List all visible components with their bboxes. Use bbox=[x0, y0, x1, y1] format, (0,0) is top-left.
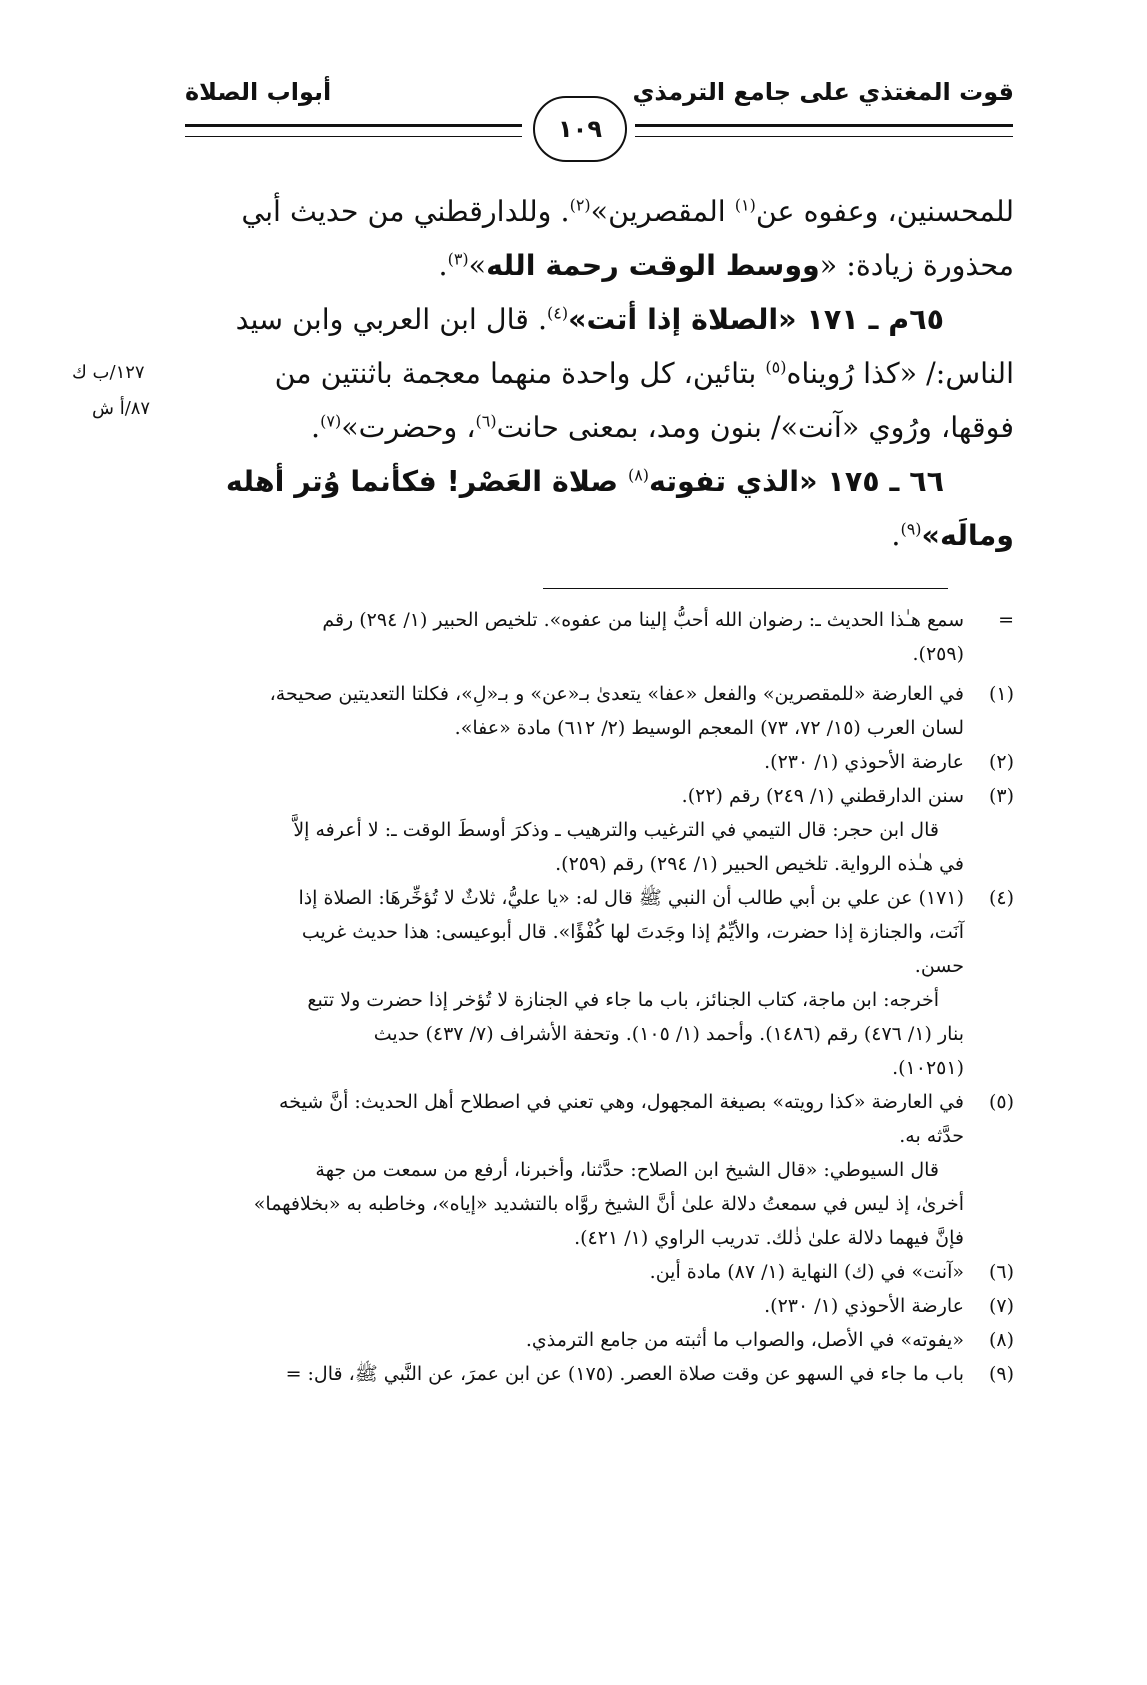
footnote: (٣) سنن الدارقطني (١/ ٢٤٩) رقم (٢٢). bbox=[681, 785, 1014, 807]
main-line: ٦٦ ـ ١٧٥ «الذي تفوته$^{(٨)}$ صلاة العَصْر! فكأنما وُتر أهله bbox=[225, 465, 944, 498]
main-line: الناس:/ «كذا رُويناه$^{(٥)}$ بتائين، كل واحدة منهما معجمة باثنتين من bbox=[274, 357, 1014, 390]
main-line: ٦٥م ـ ١٧١ «الصلاة إذا أتت»$^{(٤)}$. قال ابن العربي وابن سيد bbox=[235, 303, 944, 336]
footnotes bbox=[179, 603, 1014, 1391]
footnote: قال السيوطي: «قال الشيخ ابن الصلاح: حدَّثنا، وأخبرنا، أرفع من سمعت من جهة أخرىٰ، إذ ليس في سمعتُ دلالة علىٰ أنَّ الشيخ روَّاه بالتشديد «إياه»، وخاطبه به «بخلافهما» فإنَّ فيهما دلالة علىٰ ذٰلك. تدريب الراوي (١/ ٤٢١). bbox=[253, 1159, 964, 1249]
main-line: محذورة زيادة: «ووسط الوقت رحمة الله»$^{(٣)}$. bbox=[438, 249, 1014, 282]
footnote: (٤) (١٧١) عن علي بن أبي طالب أن النبي ﷺ قال له: «يا عليُّ، ثلاثٌ لا تُؤخِّرهَا: الصلاة إذا آنَت، والجنازة إذا حضرت، والأيِّمُ إذا وجَدتَ لها كُفْؤًا». قال أبوعيسى: هذا حديث غريب حسن. bbox=[298, 887, 1014, 977]
footnote: (٦) «آنت» في (ك) النهاية (١/ ٨٧) مادة أين. bbox=[649, 1261, 1014, 1283]
footnote: (٧) عارضة الأحوذي (١/ ٢٣٠). bbox=[764, 1295, 1014, 1317]
header-rule-left bbox=[185, 124, 522, 137]
footnote: = سمع هـٰذا الحديث ـ: رضوان الله أحبُّ إلينا من عفوه». تلخيص الحبير (١/ ٢٩٤) رقم (٢٥٩). bbox=[322, 609, 1014, 665]
footnote: (١) في العارضة «للمقصرين» والفعل «عفا» يتعدىٰ بـ«عن» و بـ«لِ»، فكلتا التعديتين صحيحة، لسان العرب (١٥/ ٧٢، ٧٣) المعجم الوسيط (٢/ ٦١٢) مادة «عفا». bbox=[269, 683, 1014, 739]
footnote: قال ابن حجر: قال التيمي في الترغيب والترهيب ـ وذكرَ أوسطَ الوقت ـ: لا أعرفه إلاَّ في هـٰذه الرواية. تلخيص الحبير (١/ ٢٩٤) رقم (٢٥٩). bbox=[293, 819, 964, 875]
margin-note: ١٢٧/ب ك bbox=[72, 362, 145, 383]
footnote: (٨) «يفوته» في الأصل، والصواب ما أثبته من جامع الترمذي. bbox=[525, 1329, 1014, 1351]
footnote-separator bbox=[543, 588, 948, 589]
header-rule-right bbox=[635, 124, 1013, 137]
main-text bbox=[184, 185, 1014, 563]
footnote: (٩) باب ما جاء في السهو عن وقت صلاة العصر. (١٧٥) عن ابن عمرَ، عن النَّبي ﷺ، قال: = bbox=[285, 1363, 1014, 1385]
footnote: (٥) في العارضة «كذا رويته» بصيغة المجهول، وهي تعني في اصطلاح أهل الحديث: أنَّ شيخه حدَّثه به. bbox=[279, 1091, 1014, 1147]
book-title: قوت المغتذي على جامع الترمذي bbox=[632, 78, 1014, 106]
footnote: (٢) عارضة الأحوذي (١/ ٢٣٠). bbox=[764, 751, 1014, 773]
main-line: فوقها، ورُوي «آنت»/ بنون ومد، بمعنى حانت$^{(٦)}$، وحضرت»$^{(٧)}$. bbox=[311, 411, 1014, 444]
page-number: ١٠٩ bbox=[533, 96, 627, 162]
chapter-title: أبواب الصلاة bbox=[185, 78, 332, 106]
main-line: للمحسنين، وعفوه عن$^{(١)}$ المقصرين»$^{(٢)}$. وللدارقطني من حديث أبي bbox=[241, 195, 1014, 228]
footnote: أخرجه: ابن ماجة، كتاب الجنائز، باب ما جاء في الجنازة لا تُؤخر إذا حضرت ولا تتبع بنار (١/ ٤٧٦) رقم (١٤٨٦). وأحمد (١/ ١٠٥). وتحفة الأشراف (٧/ ٤٣٧) حديث (١٠٢٥١). bbox=[307, 989, 964, 1079]
main-line: ومالَه»$^{(٩)}$. bbox=[891, 519, 1014, 552]
margin-note: ٨٧/أ ش bbox=[92, 398, 151, 419]
